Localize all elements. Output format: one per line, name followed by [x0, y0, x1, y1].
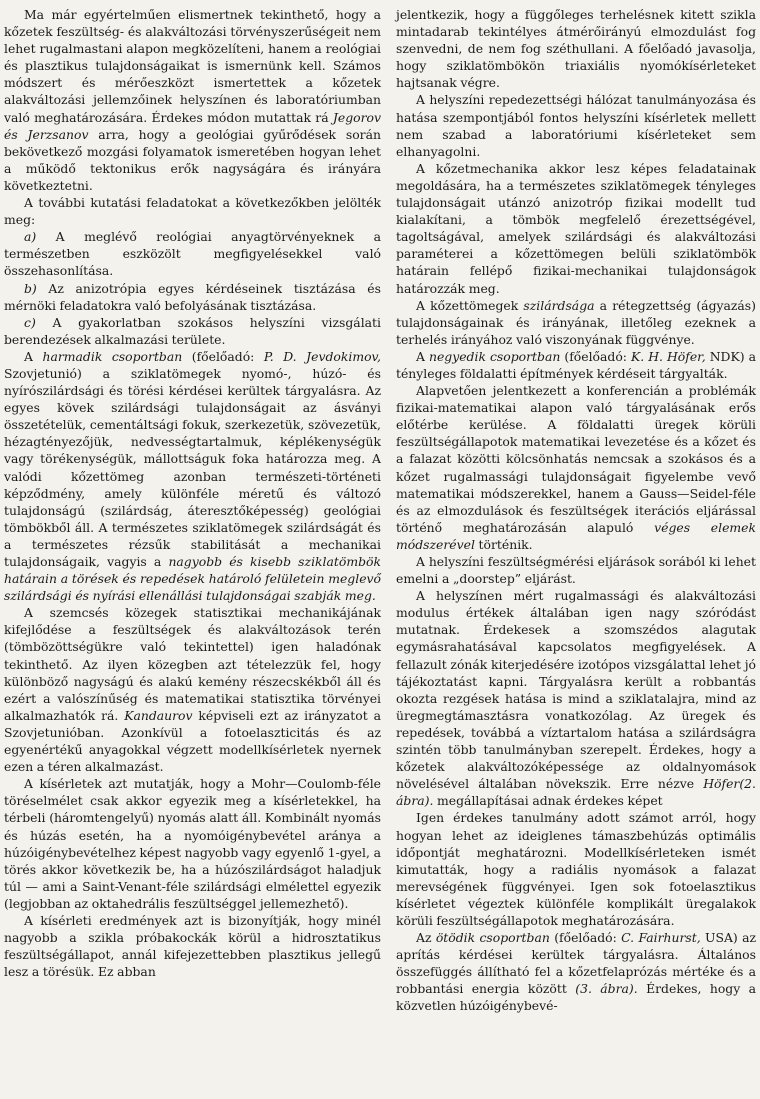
- paragraph: [396, 809, 756, 929]
- text-run: Alapvetően jelentkezett a konferencián a problémák fizikai-matematikai alapon való tárgyalásának erős előtérbe kerülése. A földalatti üregek körüli feszültségállapotok matematikai levezetése és a kőzet és a falazat közötti kölcsönhatás nemcsak a szokásos és a kőzet rugalmassági tulajdonságait figyelembe vevő matematikai módszerekkel, hanem a Gauss—Seidel-féle és az elmozdulások és feszültségek iterációs eljárással történő meghatározásán alapuló: [396, 383, 756, 535]
- italic-text: (2. ábra).: [396, 776, 756, 809]
- left-column: [4, 6, 381, 980]
- text-run: A kísérleti eredmények azt is bizonyítják, hogy minél nagyobb a szikla próbakockák körül a hidrosztatikus feszültségállapot, annál kifejezettebben plasztikus jellegű lesz a törésük. Ez abban: [4, 912, 381, 980]
- italic-text: negyedik csoportban: [428, 348, 561, 364]
- paragraph: [396, 587, 756, 809]
- text-run: Érdekes, hogy a közvetlen húzóigénybevé-: [396, 981, 757, 1014]
- text-run: A helyszíni repedezettségi hálózat tanulmányozása és hatása szempontjából fontos helyszíni kísérletek mellett nem szabad a laboratóriumi kísérleteket sem elhanyagolni.: [396, 92, 756, 159]
- text-run: A szemcsés közegek statisztikai mechanikájának kifejlődése a feszültségek és alakváltozások terén (tömbözöttségükre való tekintettel) igen haladónak tekinthető. Az ilyen közegben azt tételezzük fel, hogy különböző nagyságú és alakú kemény részecskékből áll és ezért a valószínűség és matematikai statisztika törvényei alkalmazhatók rá.: [4, 605, 381, 723]
- paragraph: [4, 228, 381, 279]
- text-run: NDK) a tényleges földalatti építmények kérdéseit tárgyalták.: [396, 348, 756, 381]
- text-run: képviseli ezt az irányzatot a Szovjetunióban. Azonkívül a fotoelaszticitás és az egyenértékű anyagokkal végzett modellkísérletek nyernek ezen a téren alkalmazást.: [4, 707, 381, 775]
- paragraph: [4, 6, 381, 194]
- text-run: A helyszíni feszültségmérési eljárások sorából ki lehet emelni a „doorstep” eljárást.: [396, 554, 756, 587]
- text-run: A: [24, 348, 43, 364]
- italic-text: P. D. Jevdokimov,: [263, 348, 381, 364]
- italic-text: Kandaurov: [124, 707, 193, 723]
- paragraph: [4, 604, 381, 775]
- text-run: Ma már egyértelműen elismertnek tekinthető, hogy a kőzetek feszültség- és alakváltozási törvényszerűségeit nem lehet rugalmastani alapon megközelíteni, hanem a reológiai és plasztikus tulajdonságaikat is ismernünk kell. Számos módszert és mérőeszközt ismertettek a kőzetek alakváltozási jellemzőinek helyszínen és laboratóriumban való meghatározására. Érdekes módon mutattak rá: [4, 7, 381, 125]
- text-run: Az: [416, 930, 436, 946]
- text-run: A további kutatási feladatokat a következőkben jelölték meg:: [4, 195, 381, 228]
- text-run: Igen érdekes tanulmány adott számot arról, hogy hogyan lehet az ideiglenes támaszbehúzás optimális időpontját meghatározni. Modellkísérleteken ismét kimutatták, hogy a radiális nyomások a falazat merevségének függvényei. Igen sok fotoelasztikus kísérletet végeztek különféle komplikált üregalakok körüli feszültségállapotok meghatározására.: [396, 810, 756, 928]
- text-run: jelentkezik, hogy a függőleges terhelésnek kitett szikla mintadarab tekintélyes átmérőirányú elmozdulást fog szenvedni, de nem fog széthullani. A főelőadó javasolja, hogy sziklatömbökön triaxiális nyomókísérleteket hajtsanak végre.: [396, 7, 756, 91]
- italic-text: c): [24, 314, 36, 330]
- right-column: [396, 6, 756, 1015]
- text-run: (főelőadó:: [182, 348, 264, 364]
- text-run: A kőzetmechanika akkor lesz képes feladatainak megoldására, ha a természetes sziklatömegek tényleges tulajdonságait utánzó anizotróp fizikai modellt tud kialakítani, a tömbök megfelelő érezettségével, tagoltságával, amelyek szilárdsági és alakváltozási paraméterei a kőzettömegen belüli sziklatömbök határain fellépő fizikai-mechanikai tulajdonságok határozzák meg.: [396, 160, 756, 296]
- italic-text: a): [24, 229, 37, 245]
- text-run: a rétegzettség (ágyazás) tulajdonságainak és irányának, illetőleg ezeknek a terhelés irányához való viszonyának függvénye.: [396, 297, 756, 347]
- text-run: A gyakorlatban szokásos helyszíni vizsgálati berendezések alkalmazási területe.: [4, 314, 381, 347]
- text-run: arra, hogy a geológiai gyűrődések során bekövetkező mozgási folyamatok ismeretében hogyan lehet a működő tektonikus erők nagyságára és irányára következtetni.: [4, 126, 381, 193]
- text-run: A meglévő reológiai anyagtörvényeknek a természetben eszközölt megfigyelésekkel való összehasonlítása.: [4, 229, 381, 279]
- text-run: A kőzettömegek: [416, 297, 524, 313]
- italic-text: véges elemek módszerével: [396, 519, 756, 552]
- paragraph: [4, 912, 381, 980]
- paragraph: [396, 160, 756, 297]
- italic-text: szilárdsága: [523, 297, 595, 313]
- italic-text: b): [24, 280, 37, 296]
- text-run: megállapításai adnak érdekes képet: [433, 793, 663, 809]
- paragraph: [4, 348, 381, 604]
- italic-text: K. H. Höfer,: [630, 348, 706, 364]
- paragraph: [396, 348, 756, 382]
- paragraph: [4, 314, 381, 348]
- text-run: A kísérletek azt mutatják, hogy a Mohr—Coulomb-féle töréselmélet csak akkor egyezik meg a kísérletekkel, ha térbeli (háromtengelyű) nyomás alatt áll. Kombinált nyomás és húzás esetén, ha a nyomóigénybevétel aránya a húzóigénybevételhez képest nagyobb vagy egyenlő 1-gyel, a törés akkor következik be, ha a húzószilárdságot haladjuk túl — ami a Saint-Venant-féle szilárdsági elmélettel egyezik (legjobban az oktahedrális feszültséggel jellemezhető).: [4, 776, 381, 911]
- italic-text: Höfer: [703, 776, 740, 792]
- italic-text: harmadik csoportban: [42, 348, 183, 364]
- paragraph: [396, 91, 756, 159]
- paragraph: [396, 553, 756, 587]
- paragraph: [396, 929, 756, 1014]
- text-run: (főelőadó:: [560, 348, 631, 364]
- italic-text: Jegorov és Jerzsanov: [4, 109, 381, 142]
- text-run: USA) az aprítás kérdései kerültek tárgyalásra. Általános összefüggés állítható fel a kőzetfelaprózás mértéke és a robbantási energia között: [396, 930, 757, 997]
- italic-text: C. Fairhurst,: [621, 930, 701, 946]
- paragraph: [396, 6, 756, 91]
- text-run: (főelőadó:: [549, 930, 622, 946]
- paragraph: [4, 194, 381, 228]
- paragraph: [4, 280, 381, 314]
- text-run: Az anizotrópia egyes kérdéseinek tisztázása és mérnöki feladatokra való befolyásának tisztázása.: [4, 280, 381, 313]
- italic-text: nagyobb és kisebb sziklatömbök határain a törések és repedések határoló felületein meglevő szilárdsági és nyírási ellenállási tulajdonságai szabják meg.: [4, 554, 381, 604]
- italic-text: (3. ábra).: [575, 981, 638, 997]
- italic-text: ötödik csoportban: [435, 930, 550, 946]
- text-run: Szovjetunió) a sziklatömegek nyomó-, húzó- és nyírószilárdsági és törési kérdései kerültek tárgyalásra. Az egyes kövek szilárdsági tulajdonságait az ásványi összetételük, cementáltsági fokuk, szerkezetük, szövezetük, hézagtényezőjük, nedvességtartalmuk, képlékenységük vagy törékenységük, mállottságuk foka határozza meg. A valódi kőzettömeg azonban természeti-történeti képződmény, amely különféle méretű és változó tulajdonságú (szilárdság, áteresztőképesség) geológiai tömbökből áll. A természetes sziklatömegek szilárdságát és a természetes rézsűk stabilitását a mechanikai tulajdonságaik, vagyis a: [4, 365, 381, 569]
- paragraph: [4, 775, 381, 912]
- paragraph: [396, 297, 756, 348]
- text-run: történik.: [474, 536, 533, 552]
- paragraph: [396, 382, 756, 553]
- text-run: A: [416, 348, 429, 364]
- text-run: A helyszínen mért rugalmassági és alakváltozási modulus értékek általában igen nagy szóródást mutatnak. Érdekesek a szomszédos alagutak egymásrahatásával kapcsolatos megfigyelések. A fellazult zónák kiterjedésére izotópos vizsgálattal lehet jó tájékoztatást kapni. Tárgyalásra került a robbantás okozta rezgések hatása is mind a sziklatalajra, mind az üregmegtámasztásra vonatkozólag. Az üregek és repedések, továbbá a víztartalom hatása a szilárdságra szintén több tanulmányban szerepelt. Érdekes, hogy a kőzetek alakváltozóképessége az oldalnyomások növelésével általában növekszik. Erre nézve: [396, 588, 756, 792]
